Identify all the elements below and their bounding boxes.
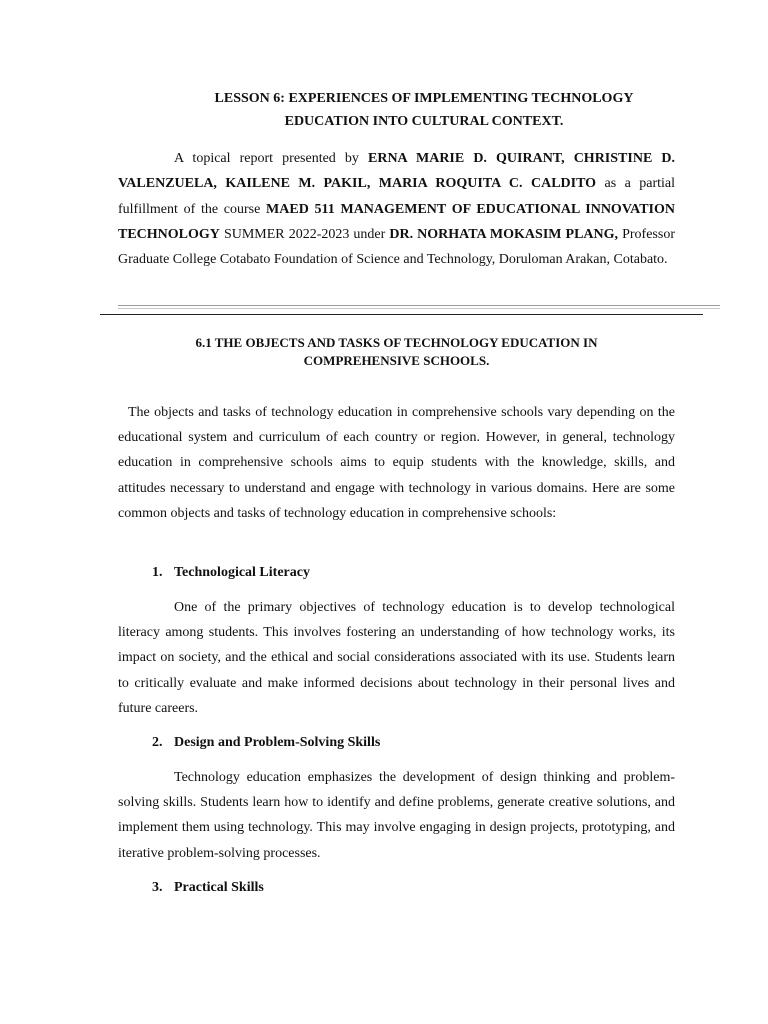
lesson-title-line-1: LESSON 6: EXPERIENCES OF IMPLEMENTING TECHNOLOGY <box>214 91 634 106</box>
item-number: 3. <box>152 880 163 895</box>
lesson-title-line-2: EDUCATION INTO CULTURAL CONTEXT. <box>284 114 564 129</box>
item-number: 1. <box>152 565 163 580</box>
item-paragraph-text: Technology education emphasizes the development of design thinking and problem-solving skills. Students learn how to identify and define problems, generate creative solutions, and implement them using technology. This may involve engaging in design projects, prototyping, and iterative problem-solving processes. <box>118 770 675 861</box>
item-number: 2. <box>152 735 163 750</box>
item-heading-text: Design and Problem-Solving Skills <box>174 735 381 750</box>
lesson-title <box>118 87 730 133</box>
divider-line-top-shadow <box>118 308 720 309</box>
intro-text-1: A topical report presented by <box>174 151 368 166</box>
item-heading-practical-skills <box>152 878 264 898</box>
item-paragraph-technological-literacy <box>118 595 675 721</box>
section-title-line-2: COMPREHENSIVE SCHOOLS. <box>303 353 490 368</box>
intro-paragraph <box>118 146 675 272</box>
section-title-line-1: 6.1 THE OBJECTS AND TASKS OF TECHNOLOGY EDUCATION IN <box>195 335 598 350</box>
section-title <box>118 334 675 370</box>
item-paragraph-text: One of the primary objectives of technology education is to develop technological literacy among students. This involves fostering an understanding of how technology works, its impact on society, and the ethical and social considerations associated with its use. Students learn to critically evaluate and make informed decisions about technology in their personal lives and future careers. <box>118 600 675 716</box>
item-heading-text: Technological Literacy <box>174 565 310 580</box>
intro-course: MAED 511 MANAGEMENT OF EDUCATIONAL INNOVATION TECHNOLOGY <box>118 201 675 242</box>
divider-line-bottom <box>100 314 703 315</box>
intro-professor: DR. NORHATA MOKASIM PLANG, <box>389 226 619 242</box>
item-heading-design-problem-solving <box>152 733 380 753</box>
item-heading-technological-literacy <box>152 563 310 583</box>
intro-authors: ERNA MARIE D. QUIRANT, CHRISTINE D. VALENZUELA, KAILENE M. PAKIL, MARIA ROQUITA C. CALDITO <box>118 151 675 192</box>
intro-text-3: SUMMER 2022-2023 under <box>219 226 390 242</box>
intro-text-2: as a partial fulfillment of the course <box>118 176 675 217</box>
intro-text-4: Professor Graduate College Cotabato Foundation of Science and Technology, Doruloman Arakan, Cotabato. <box>118 226 675 268</box>
section-intro-paragraph: The objects and tasks of technology education in comprehensive schools vary depending on the educational system and curriculum of each country or region. However, in general, technology education in comprehensive schools aims to equip students with the knowledge, skills, and attitudes necessary to understand and engage with technology in various domains. Here are some common objects and tasks of technology education in comprehensive schools: <box>118 405 675 521</box>
item-paragraph-design-problem-solving <box>118 765 675 866</box>
item-heading-text: Practical Skills <box>174 880 264 895</box>
divider-line-top <box>118 305 720 306</box>
